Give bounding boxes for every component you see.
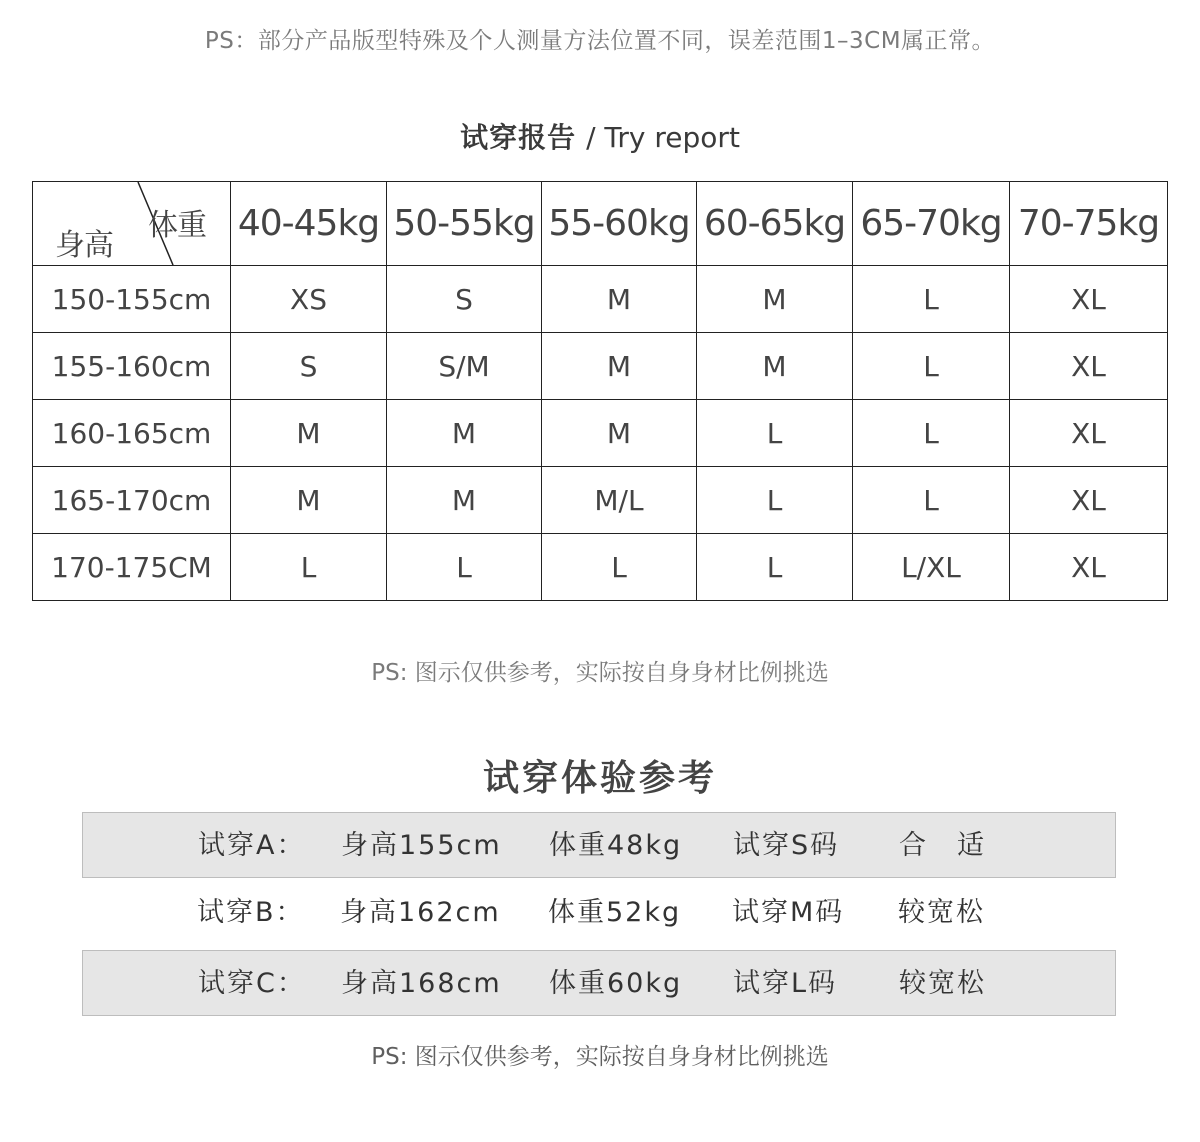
size-cell: M — [542, 400, 697, 467]
table-row — [33, 534, 1168, 601]
corner-weight-label: 体重 — [148, 208, 206, 243]
experience-row-b — [82, 880, 1116, 946]
corner-header-cell — [33, 182, 231, 266]
report-title-en: / Try report — [586, 121, 740, 154]
experience-title: 试穿体验参考 — [482, 758, 717, 799]
height-cell: 165-170cm — [33, 467, 231, 534]
table-row — [33, 333, 1168, 400]
size-cell: M — [231, 467, 387, 534]
corner-height-label: 身高 — [55, 228, 113, 263]
experience-row-c — [82, 950, 1116, 1016]
tester-fit: 合 适 — [899, 830, 986, 861]
size-cell: S — [387, 266, 542, 333]
size-cell: M/L — [542, 467, 697, 534]
table-row — [33, 266, 1168, 333]
tester-size: 试穿L码 — [733, 968, 838, 999]
report-title — [0, 116, 1200, 156]
tester-weight: 体重60kg — [549, 968, 683, 999]
table-row — [33, 400, 1168, 467]
tester-height: 身高162cm — [340, 897, 501, 928]
size-cell: M — [387, 400, 542, 467]
size-cell: L — [387, 534, 542, 601]
size-cell: S — [231, 333, 387, 400]
size-table — [32, 181, 1168, 601]
size-cell: M — [542, 266, 697, 333]
weight-column-header: 50-55kg — [387, 182, 542, 266]
tester-height: 身高155cm — [341, 830, 502, 861]
size-cell: XL — [1010, 467, 1168, 534]
size-cell: XS — [231, 266, 387, 333]
height-cell: 150-155cm — [33, 266, 231, 333]
size-cell: XL — [1010, 400, 1168, 467]
size-cell: M — [387, 467, 542, 534]
tester-label: 试穿C： — [198, 968, 306, 999]
height-cell: 160-165cm — [33, 400, 231, 467]
weight-column-header: 40-45kg — [231, 182, 387, 266]
size-cell: L/XL — [853, 534, 1010, 601]
tester-fit: 较宽松 — [899, 968, 986, 999]
tester-height: 身高168cm — [341, 968, 502, 999]
bottom-footnote: PS: 图示仅供参考，实际按自身身材比例挑选 — [371, 1044, 829, 1070]
height-cell: 170-175CM — [33, 534, 231, 601]
size-cell: L — [542, 534, 697, 601]
tester-weight: 体重48kg — [549, 830, 683, 861]
size-cell: M — [542, 333, 697, 400]
report-title-cn: 试穿报告 — [460, 121, 577, 154]
size-cell: L — [697, 467, 853, 534]
top-disclaimer: PS：部分产品版型特殊及个人测量方法位置不同，误差范围1–3CM属正常。 — [204, 28, 996, 54]
size-cell: M — [697, 266, 853, 333]
tester-weight: 体重52kg — [548, 897, 682, 928]
weight-column-header: 55-60kg — [542, 182, 697, 266]
weight-column-header: 70-75kg — [1010, 182, 1168, 266]
weight-column-header: 60-65kg — [697, 182, 853, 266]
size-cell: XL — [1010, 266, 1168, 333]
tester-size: 试穿M码 — [732, 897, 845, 928]
size-cell: M — [231, 400, 387, 467]
size-cell: S/M — [387, 333, 542, 400]
size-cell: L — [697, 534, 853, 601]
size-cell: L — [697, 400, 853, 467]
table-header-row — [33, 182, 1168, 266]
size-cell: L — [853, 266, 1010, 333]
experience-row-a — [82, 812, 1116, 878]
size-cell: XL — [1010, 534, 1168, 601]
table-row — [33, 467, 1168, 534]
size-cell: L — [853, 333, 1010, 400]
height-cell: 155-160cm — [33, 333, 231, 400]
tester-label: 试穿B： — [197, 897, 305, 928]
size-cell: L — [231, 534, 387, 601]
tester-fit: 较宽松 — [898, 897, 985, 928]
tester-label: 试穿A： — [198, 830, 306, 861]
weight-column-header: 65-70kg — [853, 182, 1010, 266]
size-cell: XL — [1010, 333, 1168, 400]
tester-size: 试穿S码 — [733, 830, 840, 861]
size-cell: L — [853, 467, 1010, 534]
size-cell: L — [853, 400, 1010, 467]
size-cell: M — [697, 333, 853, 400]
table-footnote: PS: 图示仅供参考，实际按自身身材比例挑选 — [371, 660, 829, 686]
